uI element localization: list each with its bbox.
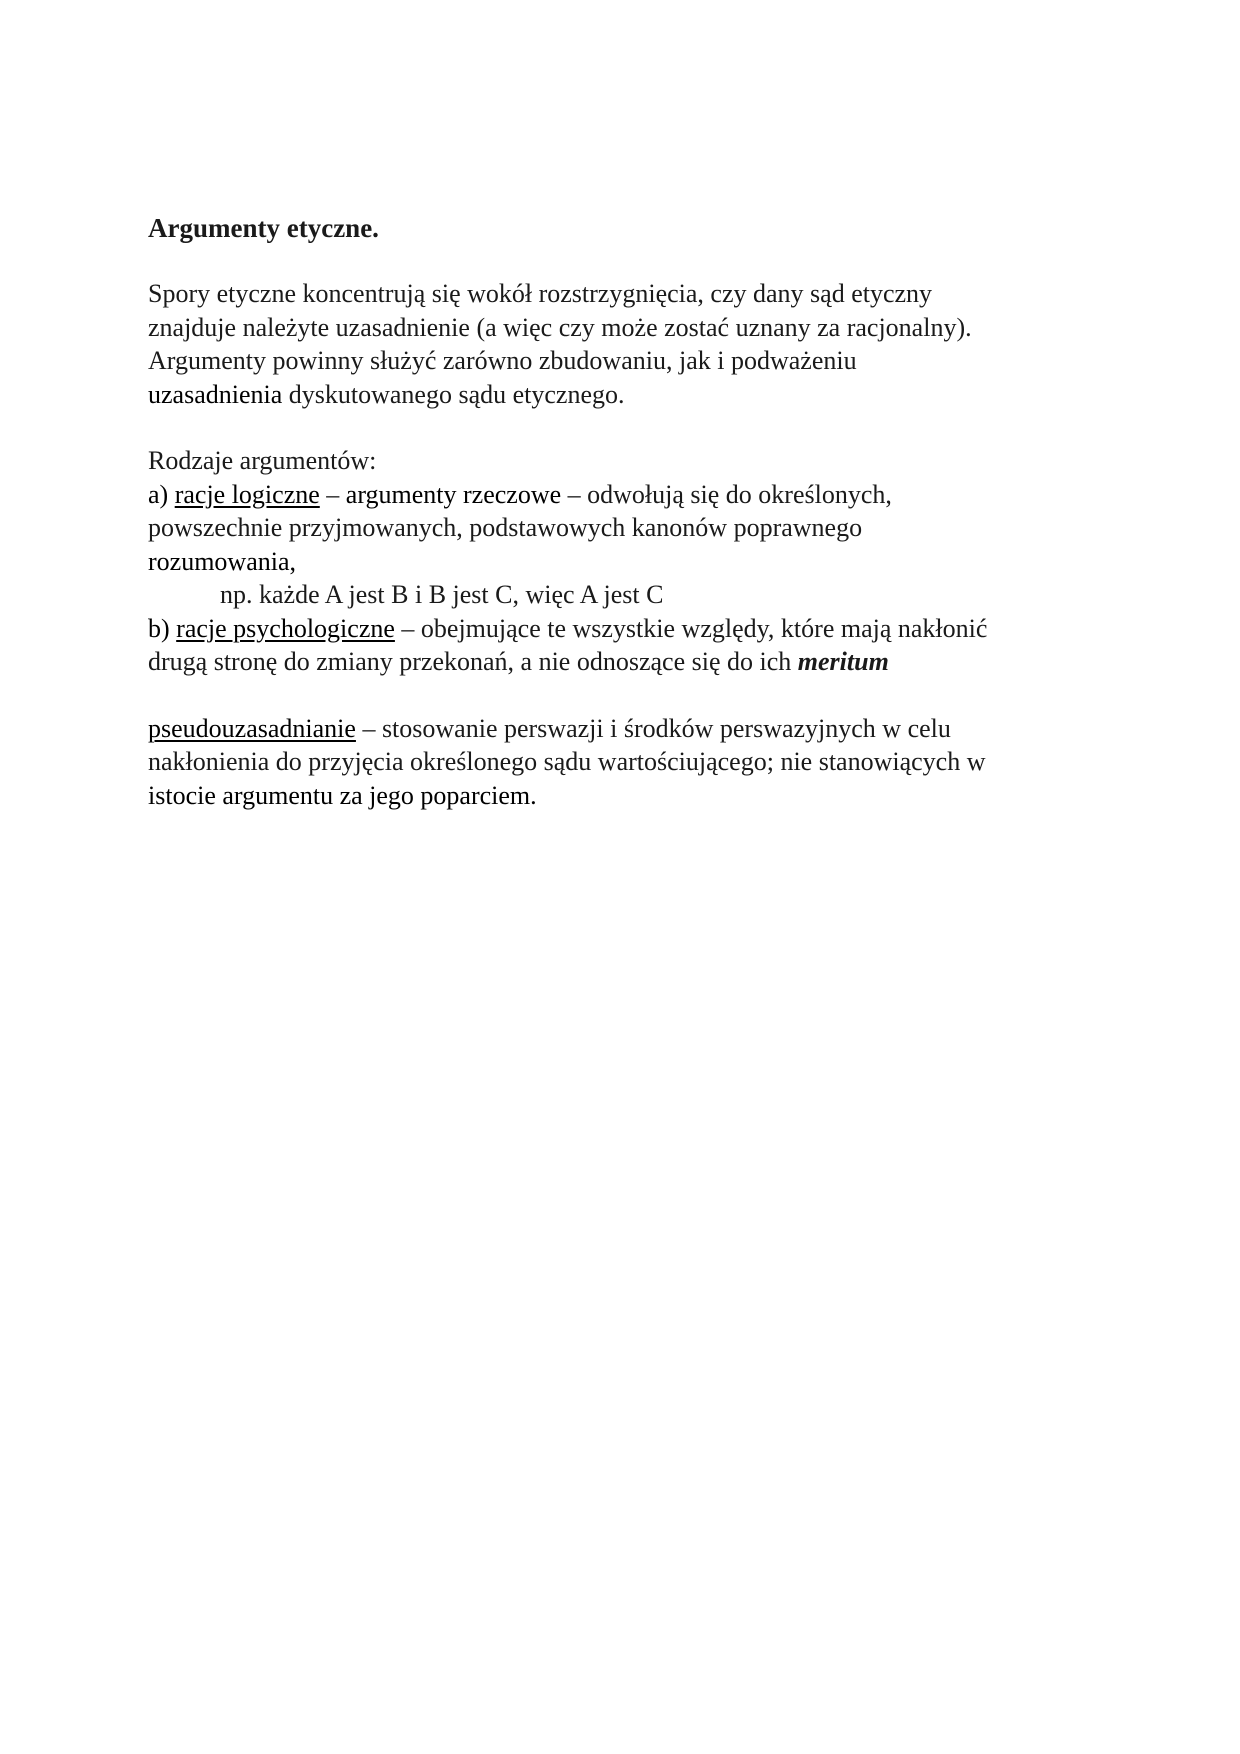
pseudo-line-2: nakłonienia do przyjęcia określonego sądu wartościującego; nie stanowiących w	[148, 747, 986, 776]
pseudo-paragraph	[148, 712, 1108, 813]
pseudo-rest: – stosowanie perswazji i środków perswazyjnych w celu	[355, 713, 951, 743]
type-a-subterm: argumenty rzeczowe	[345, 479, 562, 509]
intro-term-uzasadnienia: uzasadnienia	[148, 379, 283, 409]
type-b-line-2-text: drugą stronę do zmiany przekonań, a nie odnoszące się do ich	[148, 647, 798, 676]
intro-line-2: znajduje należyte uzasadnienie (a więc czy może zostać uznany za racjonalny).	[148, 312, 972, 342]
document-title: Argumenty etyczne.	[148, 213, 379, 243]
type-b-line-2	[148, 645, 1108, 679]
intro-paragraph	[148, 277, 1108, 411]
type-a-dash: –	[319, 479, 346, 509]
intro-line-4	[148, 378, 1108, 412]
intro-line-3: Argumenty powinny służyć zarówno zbudowaniu, jak i podważeniu	[148, 346, 857, 375]
intro-line-4-rest: dyskutowanego sądu etycznego.	[282, 379, 625, 409]
type-a-line-1	[148, 478, 1108, 512]
pseudo-line-1	[148, 712, 1108, 746]
intro-line-1: Spory etyczne koncentrują się wokół rozstrzygnięcia, czy dany sąd etyczny	[148, 279, 933, 308]
type-a-example: np. każde A jest B i B jest C, więc A jest C	[220, 580, 664, 609]
type-b-meritum: meritum	[797, 647, 889, 676]
type-a-term: racje logiczne	[174, 479, 320, 509]
pseudo-line-3: istocie argumentu za jego poparciem.	[148, 780, 537, 810]
type-b-term: racje psychologiczne	[176, 613, 395, 643]
type-a-line-3: rozumowania,	[148, 546, 297, 576]
argument-types-section	[148, 444, 1108, 679]
document-body	[148, 212, 1108, 845]
type-b-marker: b)	[148, 613, 177, 643]
type-a-line-2: powszechnie przyjmowanych, podstawowych kanonów poprawnego	[148, 513, 863, 542]
type-b-rest: – obejmujące te wszystkie względy, które mają nakłonić	[394, 613, 988, 643]
argument-types-heading: Rodzaje argumentów:	[148, 446, 377, 475]
type-a-marker: a)	[148, 479, 175, 509]
pseudo-term: pseudouzasadnianie	[148, 713, 356, 743]
type-b-line-1	[148, 612, 1108, 646]
type-a-rest: – odwołują się do określonych,	[561, 479, 892, 509]
